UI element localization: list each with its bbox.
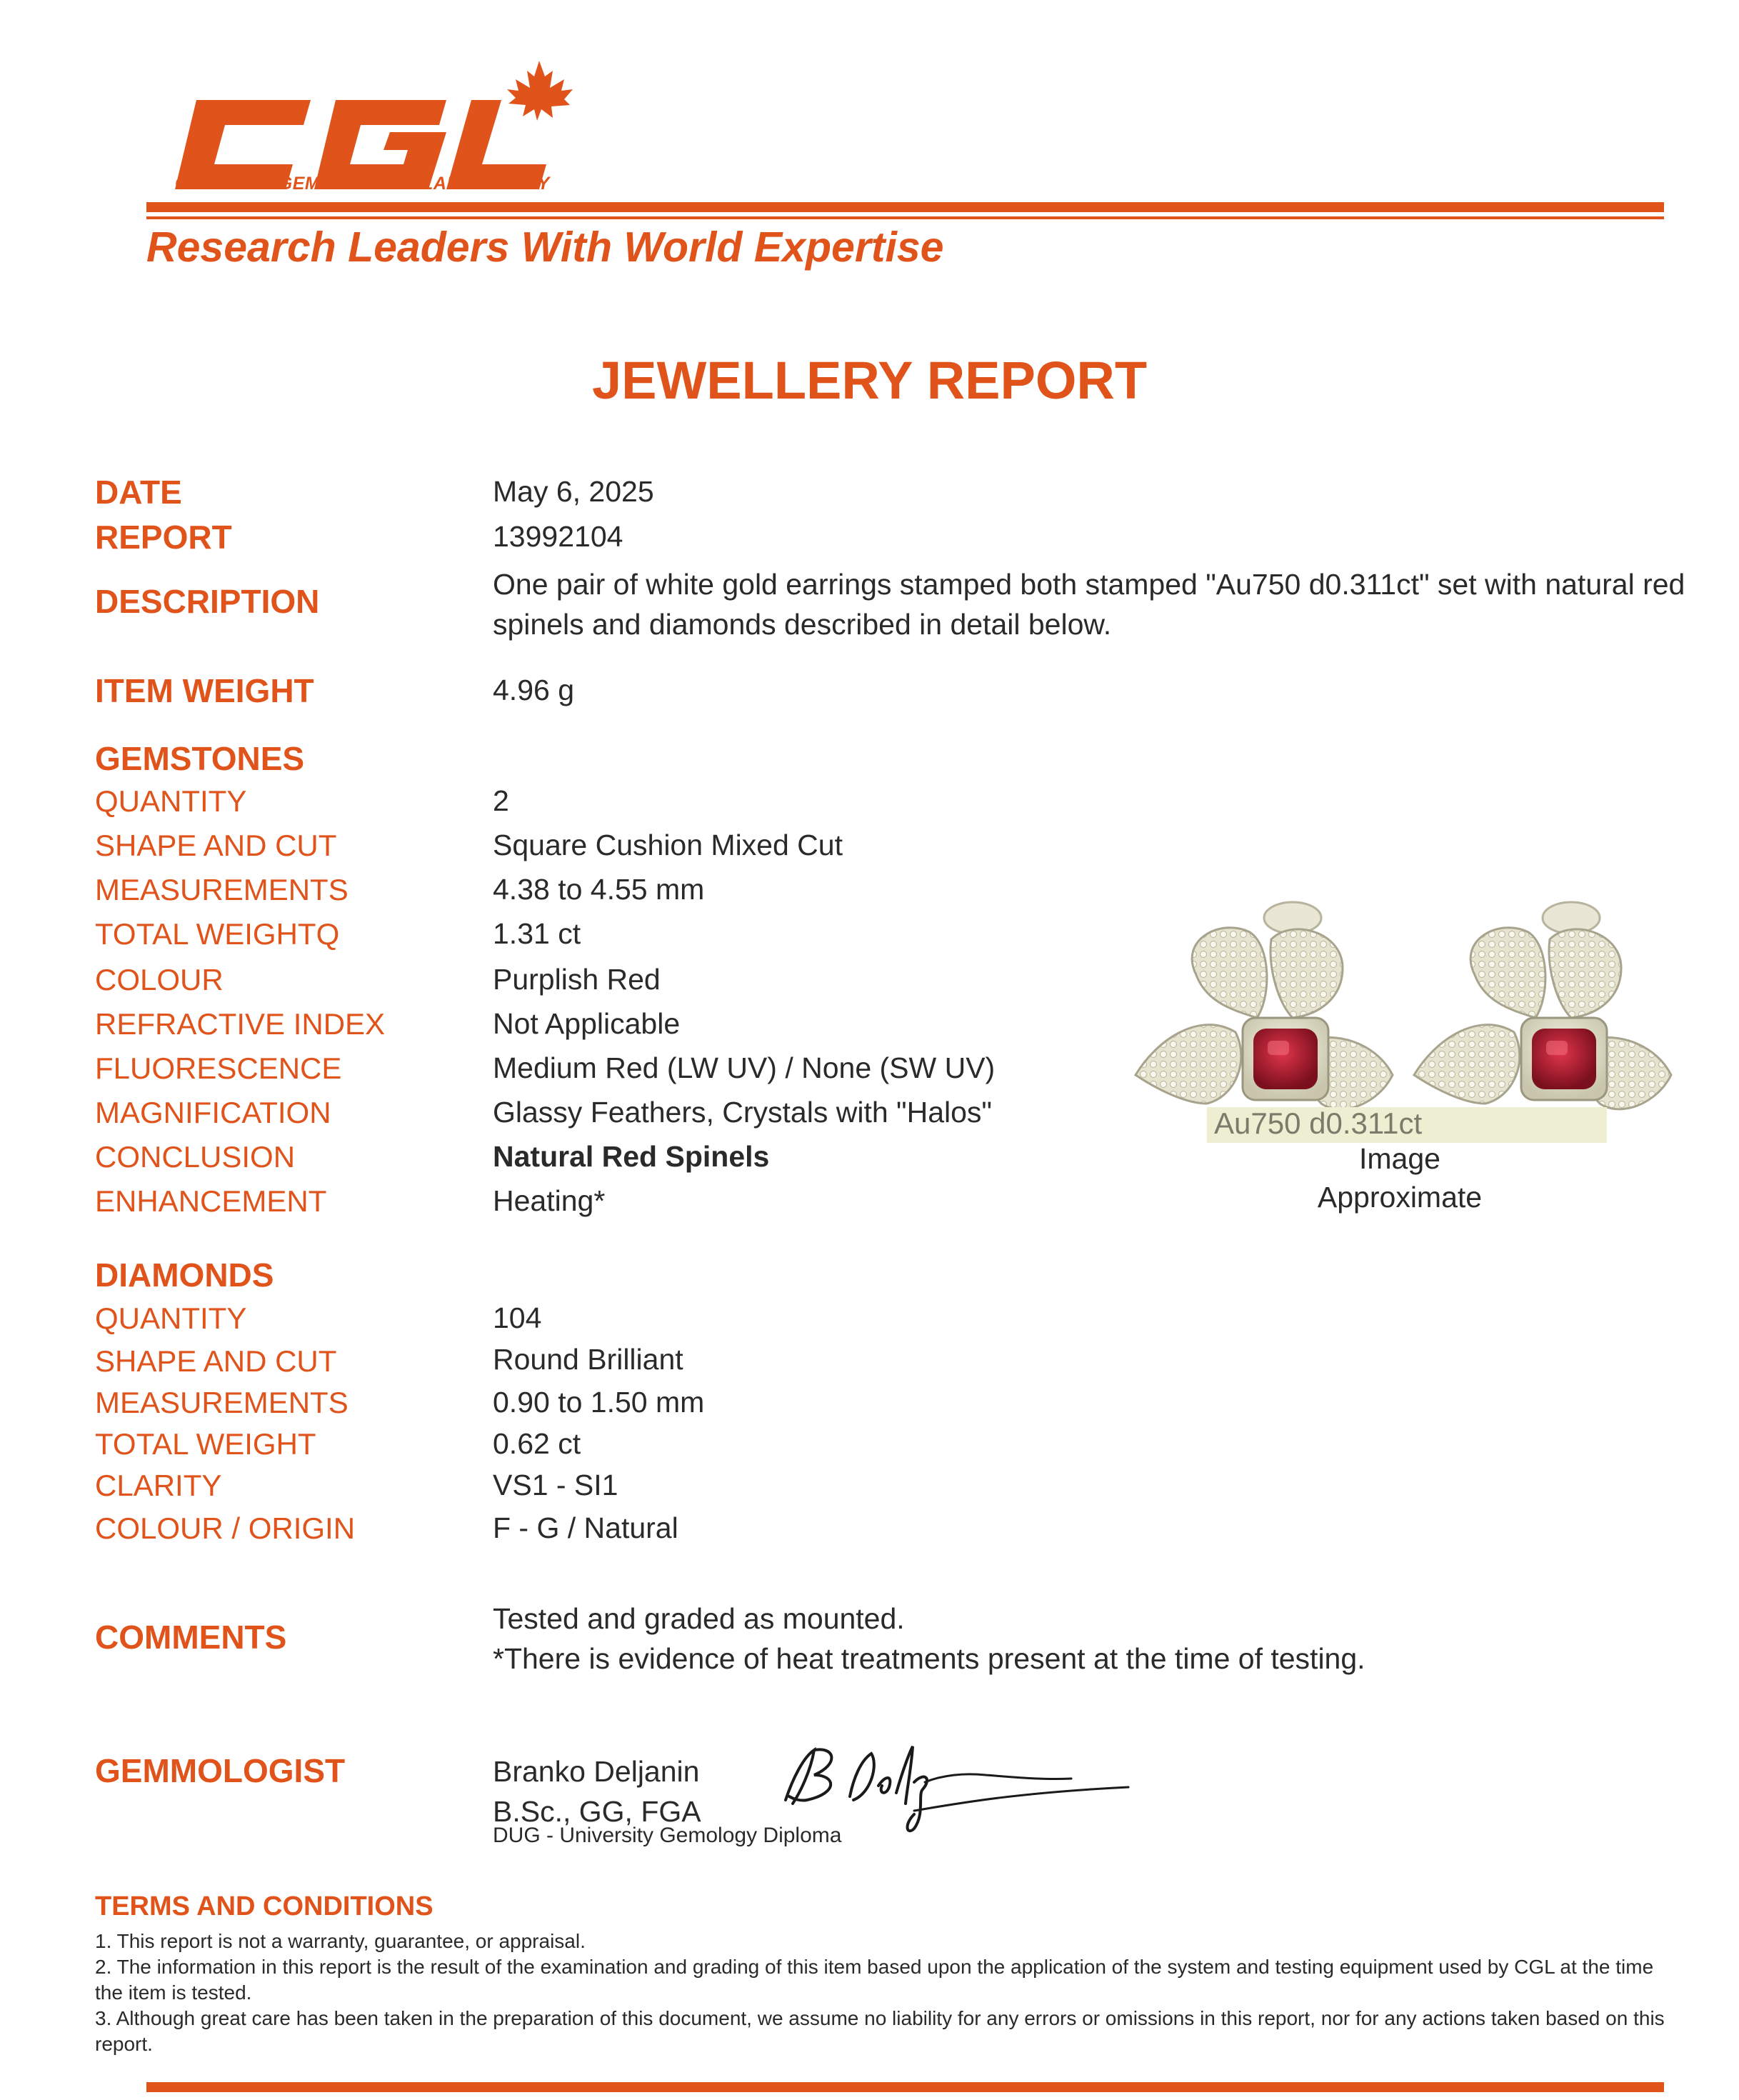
description-label: DESCRIPTION: [95, 583, 320, 620]
comments-text: [493, 1599, 1707, 1679]
caption-line: Approximate: [1317, 1181, 1483, 1214]
diamond-label: QUANTITY: [95, 1301, 247, 1335]
comment-line: Tested and graded as mounted.: [493, 1602, 905, 1635]
terms-item: 1. This report is not a warranty, guarantee, or appraisal.: [95, 1930, 586, 1952]
gem-value: Glassy Feathers, Crystals with "Halos": [493, 1096, 992, 1129]
gemstones-heading: GEMSTONES: [95, 740, 305, 777]
earrings-image: [1114, 875, 1685, 1150]
image-caption: [1271, 1139, 1528, 1216]
caption-line: Image: [1359, 1142, 1440, 1175]
date-value: May 6, 2025: [493, 475, 654, 508]
gem-label: QUANTITY: [95, 784, 247, 818]
terms-item: 3. Although great care has been taken in the preparation of this document, we assume no liability for any errors or omissions in this report, nor for any actions taken based on this report.: [95, 2007, 1665, 2055]
lab-name: CANADIAN GEMOLOGICAL LABORATORY: [175, 174, 550, 194]
stamp-text: Au750 d0.311ct: [1214, 1106, 1423, 1140]
page-title: JEWELLERY REPORT: [591, 351, 1148, 410]
tagline: Research Leaders With World Expertise: [146, 224, 944, 271]
gemmologist-info: [493, 1751, 701, 1831]
gem-value: Medium Red (LW UV) / None (SW UV): [493, 1051, 996, 1084]
gemmologist-label: GEMMOLOGIST: [95, 1752, 346, 1789]
terms-heading: TERMS AND CONDITIONS: [95, 1891, 434, 1921]
gemmologist-diploma: DUG - University Gemology Diploma: [493, 1824, 842, 1847]
gem-value: Natural Red Spinels: [493, 1140, 770, 1173]
diamond-value: 0.62 ct: [493, 1427, 581, 1460]
diamond-value: 104: [493, 1301, 542, 1334]
gem-label: TOTAL WEIGHTQ: [95, 917, 340, 951]
signature: [771, 1736, 1143, 1843]
diamond-label: COLOUR / ORIGIN: [95, 1511, 356, 1545]
gem-value: 2: [493, 784, 509, 817]
gem-label: CONCLUSION: [95, 1140, 296, 1174]
terms-item: 2. The information in this report is the result of the examination and grading of this item based upon the application of the system and testing equipment used by CGL at the time the item is tested.: [95, 1956, 1654, 2004]
gem-value: Purplish Red: [493, 963, 661, 996]
gem-value: Square Cushion Mixed Cut: [493, 829, 843, 861]
gem-label: REFRACTIVE INDEX: [95, 1007, 386, 1041]
report-label: REPORT: [95, 519, 232, 556]
gem-label: SHAPE AND CUT: [95, 829, 337, 862]
gemmologist-name: Branko Deljanin: [493, 1755, 700, 1788]
header-rule-thin: [146, 216, 1664, 219]
diamond-label: SHAPE AND CUT: [95, 1344, 337, 1378]
date-label: DATE: [95, 474, 182, 511]
diamond-value: F - G / Natural: [493, 1511, 678, 1544]
report-value: 13992104: [493, 520, 623, 553]
gem-label: MEASUREMENTS: [95, 873, 349, 906]
item-weight-label: ITEM WEIGHT: [95, 672, 314, 709]
gem-value: Heating*: [493, 1184, 606, 1217]
gemmologist-credentials: B.Sc., GG, FGA: [493, 1795, 701, 1828]
footer-rule: [146, 2082, 1664, 2092]
item-weight-value: 4.96 g: [493, 674, 574, 706]
diamond-value: 0.90 to 1.50 mm: [493, 1386, 705, 1419]
terms-list: [95, 1929, 1677, 2057]
diamond-value: VS1 - SI1: [493, 1469, 618, 1501]
diamond-value: Round Brilliant: [493, 1343, 683, 1376]
gem-value: 4.38 to 4.55 mm: [493, 873, 705, 906]
gem-label: FLUORESCENCE: [95, 1051, 342, 1085]
diamond-label: TOTAL WEIGHT: [95, 1427, 316, 1461]
diamond-label: CLARITY: [95, 1469, 222, 1502]
description-value: One pair of white gold earrings stamped both stamped "Au750 d0.311ct" set with natural red spinels and diamonds described in detail below.: [493, 568, 1685, 641]
gem-label: COLOUR: [95, 963, 224, 996]
gem-label: ENHANCEMENT: [95, 1184, 327, 1218]
comments-label: COMMENTS: [95, 1619, 287, 1656]
header-rule: [146, 202, 1664, 212]
diamonds-heading: DIAMONDS: [95, 1256, 274, 1294]
diamond-label: MEASUREMENTS: [95, 1386, 349, 1419]
gem-value: 1.31 ct: [493, 917, 581, 950]
comment-line: *There is evidence of heat treatments present at the time of testing.: [493, 1642, 1365, 1675]
gem-value: Not Applicable: [493, 1007, 681, 1040]
gem-label: MAGNIFICATION: [95, 1096, 331, 1129]
